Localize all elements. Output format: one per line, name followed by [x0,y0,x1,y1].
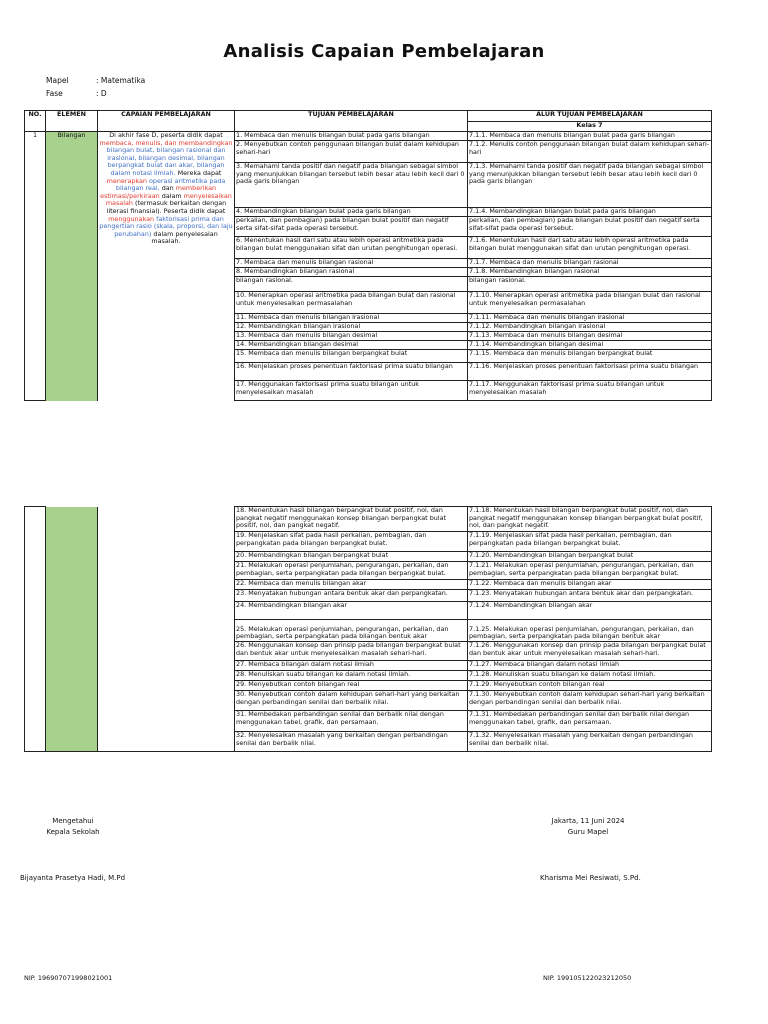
alur-cell: 7.1.23. Menyatakan hubungan antara bentuk akar dan perpangkatan. [468,590,712,602]
alur-cell: 7.1.11. Membaca dan menulis bilangan irasional [468,314,712,323]
alur-cell: 7.1.31. Membedakan perbandingan senilai dan berbalik nilai dengan menggunakan tabel, grafik, dan persamaan. [468,711,712,732]
alur-cell: 7.1.19. Menjelaskan sifat pada hasil perkalian, pembagian, dan perpangkatan pada bilangan berpangkat bulat. [468,532,712,552]
tujuan-cell: 13. Membaca dan menulis bilangan desimal [235,332,468,341]
capaian-text-s10: menyelesaikan masalah [105,191,232,208]
tujuan-cell: 23. Menyatakan hubungan antara bentuk akar dan perpangkatan. [235,590,468,602]
capaian-text-s3: bilangan bulat, bilangan rasional dan irasional, bilangan desimal, bilangan berpangkat bulat dan akar, bilangan dalam notasi ilmiah. [106,146,226,177]
alur-cell: 7.1.20. Membandingkan bilangan berpangkat bulat [468,552,712,562]
alur-cell: 7.1.29. Menyebutkan contoh bilangan real [468,681,712,691]
tujuan-cell: 2. Menyebutkan contoh penggunaan bilangan bulat dalam kehidupan sehari-hari [235,141,468,163]
tujuan-cell: 21. Melakukan operasi penjumlahan, pengurangan, perkalian, dan pembagian, serta perpangkatan pada bilangan berpangkat bulat. [235,562,468,580]
elemen-cell-cont [46,507,98,752]
sign-left-line1: Mengetahui [52,817,94,825]
alur-cell: 7.1.8. Membandingkan bilangan rasional [468,268,712,277]
tujuan-cell: 4. Membandingkan bilangan bulat pada garis bilangan [235,208,468,217]
analysis-table-bottom [24,506,712,752]
tujuan-cell: 18. Menentukan hasil bilangan berpangkat bulat positif, nol, dan pangkat negatif menggunakan konsep bilangan berpangkat bulat positif, nol, dan pangkat negatif. [235,507,468,532]
alur-cell: 7.1.10. Menerapkan operasi aritmetika pada bilangan bulat dan rasional untuk menyelesaikan permasalahan [468,292,712,314]
tujuan-cell: 22. Membaca dan menulis bilangan akar [235,580,468,590]
tujuan-cell: 7. Membaca dan menulis bilangan rasional [235,259,468,268]
tujuan-cell: 29. Menyebutkan contoh bilangan real [235,681,468,691]
tujuan-cell: 26. Menggunakan konsep dan prinsip pada bilangan berpangkat bulat dan bentuk akar untuk menyelesaikan masalah sehari-hari. [235,642,468,661]
tujuan-cell: 30. Menyebutkan contoh dalam kehidupan sehari-hari yang berkaitan dengan perbandingan senilai dan berbalik nilai. [235,691,468,711]
capaian-text-s7: dan [159,184,176,193]
alur-cell: 7.1.28. Menuliskan suatu bilangan ke dalam notasi ilmiah. [468,671,712,681]
alur-cell: 7.1.16. Menjelaskan proses penentuan faktorisasi prima suatu bilangan [468,363,712,381]
fase-label: Fase [46,89,63,98]
header-alur: ALUR TUJUAN PEMBELAJARAN [468,111,712,122]
mapel-value: : Matematika [96,76,146,85]
capaian-text-s14: dalam penyelesaian masalah. [151,229,218,246]
sign-left-nip: NIP. 196907071998021001 [24,974,113,982]
alur-cell: 7.1.2. Menulis contoh penggunaan bilangan bulat dalam kehidupan sehari-hari [468,141,712,163]
table-row [25,507,712,532]
tujuan-cell: 24. Membandingkan bilangan akar [235,602,468,620]
sign-right-line2: Guru Mapel [567,828,609,836]
sign-right-line1: Jakarta, 11 Juni 2024 [551,817,625,825]
fase-value: : D [96,89,107,98]
row-number-cont [25,507,46,752]
header-tujuan: TUJUAN PEMBELAJARAN [235,111,468,132]
alur-cell: perkalian, dan pembagian) pada bilangan bulat positif dan negatif serta sifat-sifat pada operasi tersebut. [468,217,712,237]
alur-cell: 7.1.3. Memahami tanda positif dan negatif pada bilangan sebagai simbol yang menunjukkan bilangan tersebut lebih besar atau lebih kecil dari 0 pada garis bilangan [468,163,712,208]
tujuan-cell: 14. Membandingkan bilangan desimal [235,341,468,350]
elemen-cell: Bilangan [46,132,98,401]
alur-cell: 7.1.1. Membaca dan menulis bilangan bulat pada garis bilangan [468,132,712,141]
tujuan-cell: 8. Membandingkan bilangan rasional [235,268,468,277]
capaian-text-s13: faktorisasi prima dan pengertian rasio (skala, proporsi, dan laju perubahan) [99,214,233,238]
mapel-label: Mapel [46,76,69,85]
alur-cell: 7.1.21. Melakukan operasi penjumlahan, pengurangan, perkalian, dan pembagian, serta perpangkatan pada bilangan berpangkat bulat. [468,562,712,580]
tujuan-cell: 27. Membaca bilangan dalam notasi ilmiah [235,661,468,671]
capaian-text-s5: menerapkan [106,176,147,185]
tujuan-cell: perkalian, dan pembagian) pada bilangan bulat positif dan negatif serta sifat-sifat pada operasi tersebut. [235,217,468,237]
alur-cell: 7.1.27. Membaca bilangan dalam notasi ilmiah [468,661,712,671]
capaian-cell-cont [98,507,235,752]
tujuan-cell: 1. Membaca dan menulis bilangan bulat pada garis bilangan [235,132,468,141]
capaian-text-s11: (termasuk berkaitan dengan literasi finansial). Peserta didik dapat [106,199,227,215]
tujuan-cell: 28. Menuliskan suatu bilangan ke dalam notasi ilmiah. [235,671,468,681]
sign-right-nip: NIP. 199105122023212050 [543,974,632,982]
tujuan-cell: 32. Menyelesaikan masalah yang berkaitan dengan perbandingan senilai dan berbalik nilai. [235,732,468,752]
sign-left-line2: Kepala Sekolah [46,828,100,836]
alur-cell: 7.1.12. Membandingkan bilangan irasional [468,323,712,332]
tujuan-cell: 12. Membandingkan bilangan irasional [235,323,468,332]
alur-cell: 7.1.26. Menggunakan konsep dan prinsip pada bilangan berpangkat bulat dan bentuk akar untuk menyelesaikan masalah sehari-hari. [468,642,712,661]
tujuan-cell: 16. Menjelaskan proses penentuan faktorisasi prima suatu bilangan [235,363,468,381]
tujuan-cell: 3. Memahami tanda positif dan negatif pada bilangan sebagai simbol yang menunjukkan bilangan tersebut lebih besar atau lebih kecil dari 0 pada garis bilangan [235,163,468,208]
tujuan-cell: 10. Menerapkan operasi aritmetika pada bilangan bulat dan rasional untuk menyelesaikan permasalahan [235,292,468,314]
table-row [25,132,712,141]
alur-cell: 7.1.32. Menyelesaikan masalah yang berkaitan dengan perbandingan senilai dan berbalik nilai. [468,732,712,752]
alur-cell: 7.1.24. Membandingkan bilangan akar [468,602,712,620]
capaian-text-s8: memberikan estimasi/perkiraan [100,184,217,200]
alur-cell: 7.1.18. Menentukan hasil bilangan berpangkat bulat positif, nol, dan pangkat negatif menggunakan konsep bilangan berpangkat bulat positif, nol, dan pangkat negatif. [468,507,712,532]
page-title: Analisis Capaian Pembelajaran [223,41,545,62]
capaian-cell [98,132,235,401]
header-capaian: CAPAIAN PEMBELAJARAN [98,111,235,132]
header-elemen: ELEMEN [46,111,98,132]
tujuan-cell: 11. Membaca dan menulis bilangan irasional [235,314,468,323]
alur-cell: 7.1.6. Menentukan hasil dari satu atau lebih operasi aritmetika pada bilangan bulat menggunakan sifat dan urutan penghitungan operasi. [468,237,712,259]
capaian-text-s9: dalam [159,191,184,200]
row-number: 1 [25,132,46,401]
capaian-text-s2: membaca, menulis, dan membandingkan [99,138,233,147]
sign-left-name: Bijayanta Prasetya Hadi, M.Pd [20,874,126,882]
analysis-table-top [24,110,712,401]
capaian-text-s4: Mereka dapat [175,168,222,177]
alur-cell: 7.1.17. Menggunakan faktorisasi prima suatu bilangan untuk menyelesaikan masalah [468,381,712,401]
tujuan-cell: 17. Menggunakan faktorisasi prima suatu bilangan untuk menyelesaikan masalah [235,381,468,401]
capaian-text-s1: Di akhir fase D, peserta didik dapat [109,131,223,139]
alur-cell: 7.1.30. Menyebutkan contoh dalam kehidupan sehari-hari yang berkaitan dengan perbandingan senilai dan berbalik nilai. [468,691,712,711]
tujuan-cell: 6. Menentukan hasil dari satu atau lebih operasi aritmetika pada bilangan bulat menggunakan sifat dan urutan penghitungan operasi. [235,237,468,259]
alur-cell: 7.1.15. Membaca dan menulis bilangan berpangkat bulat [468,350,712,363]
tujuan-cell: 25. Melakukan operasi penjumlahan, pengurangan, perkalian, dan pembagian, serta perpangkatan pada bilangan bentuk akar [235,620,468,642]
tujuan-cell: 20. Membandingkan bilangan berpangkat bulat [235,552,468,562]
alur-cell: 7.1.13. Membaca dan menulis bilangan desimal [468,332,712,341]
capaian-text-s12: menggunakan [108,214,155,223]
sign-right-name: Kharisma Mei Resiwati, S.Pd. [540,874,641,882]
header-kelas: Kelas 7 [468,122,712,132]
alur-cell: 7.1.7. Membaca dan menulis bilangan rasional [468,259,712,268]
alur-cell: bilangan rasional. [468,277,712,292]
tujuan-cell: 19. Menjelaskan sifat pada hasil perkalian, pembagian, dan perpangkatan pada bilangan berpangkat bulat. [235,532,468,552]
capaian-text-s6: operasi aritmetika pada bilangan real, [115,176,226,193]
tujuan-cell: bilangan rasional. [235,277,468,292]
alur-cell: 7.1.25. Melakukan operasi penjumlahan, pengurangan, perkalian, dan pembagian, serta perpangkatan pada bilangan bentuk akar [468,620,712,642]
alur-cell: 7.1.4. Membandingkan bilangan bulat pada garis bilangan [468,208,712,217]
alur-cell: 7.1.22. Membaca dan menulis bilangan akar [468,580,712,590]
header-no: NO. [25,111,46,132]
tujuan-cell: 15. Membaca dan menulis bilangan berpangkat bulat [235,350,468,363]
tujuan-cell: 31. Membedakan perbandingan senilai dan berbalik nilai dengan menggunakan tabel, grafik, dan persamaan. [235,711,468,732]
alur-cell: 7.1.14. Membandingkan bilangan desimal [468,341,712,350]
